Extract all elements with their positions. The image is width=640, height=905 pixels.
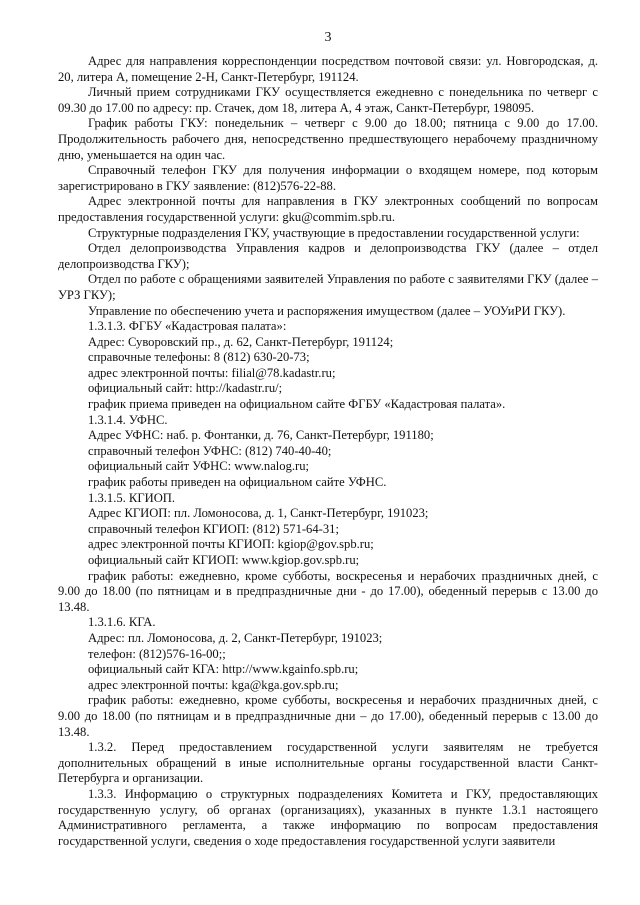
kadastr-email: адрес электронной почты: filial@78.kadastr.ru; <box>88 365 336 380</box>
paragraph-unit-uouiri: Управление по обеспечению учета и распоряжения имуществом (далее – УОУиРИ ГКУ). <box>88 303 566 318</box>
section-heading-ufns: 1.3.1.4. УФНС. <box>88 412 168 427</box>
section-heading-kga: 1.3.1.6. КГА. <box>88 615 156 630</box>
page-number: 3 <box>324 30 332 45</box>
paragraph-postal-address: Адрес для направления корреспонденции посредством почтовой связи: ул. Новгородская, д. 20, литера А, помещение 2-Н, Санкт-Петербург, 191124. <box>58 54 598 84</box>
paragraph-unit-urz: Отдел по работе с обращениями заявителей Управления по работе с заявителями ГКУ (далее – УРЗ ГКУ); <box>58 272 598 302</box>
ufns-address: Адрес УФНС: наб. р. Фонтанки, д. 76, Санкт-Петербург, 191180; <box>88 428 434 443</box>
kga-address: Адрес: пл. Ломоносова, д. 2, Санкт-Петербург, 191023; <box>88 630 383 645</box>
ufns-schedule: график работы приведен на официальном сайте УФНС. <box>88 475 387 490</box>
kga-email: адрес электронной почты: kga@kga.gov.spb.ru; <box>88 677 339 692</box>
kadastr-address: Адрес: Суворовский пр., д. 62, Санкт-Петербург, 191124; <box>88 334 394 349</box>
kadastr-website: официальный сайт: http://kadastr.ru/; <box>88 381 283 396</box>
kadastr-phones: справочные телефоны: 8 (812) 630-20-73; <box>88 350 310 365</box>
section-heading-kadastr: 1.3.1.3. ФГБУ «Кадастровая палата»: <box>88 319 287 334</box>
kga-website: официальный сайт КГА: http://www.kgainfo.spb.ru; <box>88 662 359 677</box>
kga-phone: телефон: (812)576-16-00;; <box>88 646 226 661</box>
paragraph-reception-hours: Личный прием сотрудниками ГКУ осуществляется ежедневно с понедельника по четверг с 09.30 до 17.00 по адресу: пр. Стачек, дом 18, литера А, 4 этаж, Санкт-Петербург, 198095. <box>58 85 598 115</box>
paragraph-1-3-3: 1.3.3. Информацию о структурных подразделениях Комитета и ГКУ, предоставляющих государственную услугу, об органах (организациях), указанных в пункте 1.3.1 настоящего Административного регламента, а также информацию по вопросам предоставления государственной услуги, сведения о ходе предоставления государственной услуги заявители <box>58 786 598 848</box>
paragraph-reference-phone: Справочный телефон ГКУ для получения информации о входящем номере, под которым зарегистрировано в ГКУ заявление: (812)576-22-88. <box>58 163 598 193</box>
kgiop-email: адрес электронной почты КГИОП: kgiop@gov.spb.ru; <box>88 537 374 552</box>
paragraph-structural-units: Структурные подразделения ГКУ, участвующие в предоставлении государственной услуги: <box>88 225 580 240</box>
kgiop-phone: справочный телефон КГИОП: (812) 571-64-31; <box>88 521 339 536</box>
kga-schedule: график работы: ежедневно, кроме субботы, воскресенья и нерабочих праздничных дней, с 9.00 до 18.00 (по пятницам и в предпраздничные дни – до 17.00), обеденный перерыв с 13.00 до 13.48. <box>58 693 598 739</box>
kgiop-website: официальный сайт КГИОП: www.kgiop.gov.spb.ru; <box>88 553 360 567</box>
paragraph-unit-records-dept: Отдел делопроизводства Управления кадров и делопроизводства ГКУ (далее – отдел делопроизводства ГКУ); <box>58 241 598 271</box>
section-heading-kgiop: 1.3.1.5. КГИОП. <box>88 490 176 505</box>
paragraph-1-3-2: 1.3.2. Перед предоставлением государственной услуги заявителям не требуется дополнительных обращений в иные исполнительные органы государственной власти Санкт-Петербурга и организации. <box>58 740 598 786</box>
kgiop-schedule: график работы: ежедневно, кроме субботы, воскресенья и нерабочих праздничных дней, с 9.00 до 18.00 (по пятницам и в предпраздничные дни - до 17.00), обеденный перерыв с 13.00 до 13.48. <box>58 568 598 614</box>
paragraph-email: Адрес электронной почты для направления в ГКУ электронных сообщений по вопросам предоставления государственной услуги: gku@commim.spb.ru. <box>58 194 598 224</box>
ufns-phone: справочный телефон УФНС: (812) 740-40-40; <box>88 443 332 458</box>
document-body <box>58 54 598 849</box>
kgiop-address: Адрес КГИОП: пл. Ломоносова, д. 1, Санкт-Петербург, 191023; <box>88 506 429 521</box>
kadastr-schedule: график приема приведен на официальном сайте ФГБУ «Кадастровая палата». <box>88 397 506 412</box>
ufns-website: официальный сайт УФНС: www.nalog.ru; <box>88 459 310 474</box>
paragraph-work-schedule: График работы ГКУ: понедельник – четверг с 9.00 до 18.00; пятница с 9.00 до 17.00. Продолжительность рабочего дня, непосредственно предшествующего нерабочему праздничному дню, уменьшается на один час. <box>58 116 598 162</box>
